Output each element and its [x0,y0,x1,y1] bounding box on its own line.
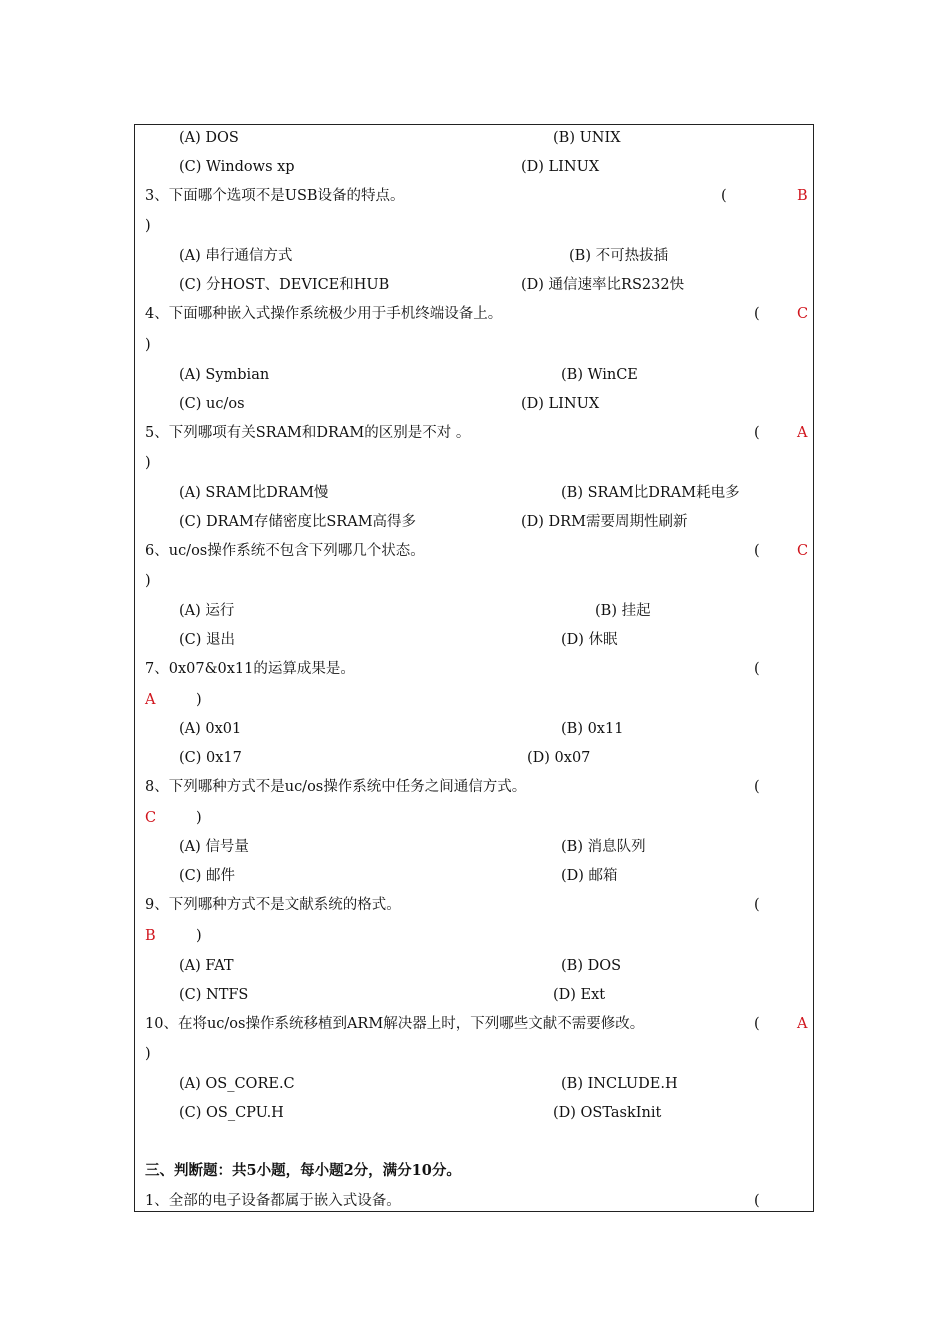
q2-option-c: (C) Windows xp [179,159,295,175]
q7-paren-open: ( [754,661,760,677]
q7-option-a: (A) 0x01 [179,721,242,737]
q9-option-b: (B) DOS [561,958,622,974]
q6-answer: C [797,543,809,559]
q8-option-b: (B) 消息队列 [561,839,646,855]
q10-option-a: (A) OS_CORE.C [179,1076,295,1092]
q2-option-b: (B) UNIX [553,130,621,146]
q5-option-c: (C) DRAM存储密度比SRAM高得多 [179,514,417,530]
q3-option-a: (A) 串行通信方式 [179,248,293,264]
q9-paren-open: ( [754,897,760,913]
q3-stem: 3、下面哪个选项不是USB设备的特点。 [145,188,405,204]
q10-option-d: (D) OSTaskInit [553,1105,662,1121]
q4-option-b: (B) WinCE [561,367,638,383]
q6-option-d: (D) 休眠 [561,632,618,648]
q6-stem: 6、uc/os操作系统不包含下列哪几个状态。 [145,543,425,559]
q3-paren-close: ) [145,218,151,234]
q2-option-a: (A) DOS [179,130,239,146]
q5-option-b: (B) SRAM比DRAM耗电多 [561,485,740,501]
q8-option-d: (D) 邮箱 [561,868,618,884]
q9-option-c: (C) NTFS [179,987,249,1003]
q7-option-c: (C) 0x17 [179,750,242,766]
q6-option-a: (A) 运行 [179,603,235,619]
q10-paren-open: ( [754,1016,760,1032]
q5-answer: A [797,425,808,441]
q8-paren-open: ( [754,779,760,795]
q10-stem: 10、在将uc/os操作系统移植到ARM解决器上时，下列哪些文献不需要修改。 [145,1016,645,1032]
q6-paren-open: ( [754,543,760,559]
q5-option-a: (A) SRAM比DRAM慢 [179,485,329,501]
q9-paren-close: ) [196,928,202,944]
q10-option-c: (C) OS_CPU.H [179,1105,284,1121]
q7-option-b: (B) 0x11 [561,721,624,737]
q5-stem: 5、下列哪项有关SRAM和DRAM的区别是不对 。 [145,425,471,441]
q8-option-c: (C) 邮件 [179,868,236,884]
q6-option-c: (C) 退出 [179,632,236,648]
q4-answer: C [797,306,809,322]
q4-stem: 4、下面哪种嵌入式操作系统极少用于手机终端设备上。 [145,306,503,322]
q6-paren-close: ) [145,573,151,589]
q5-paren-close: ) [145,455,151,471]
q9-stem: 9、下列哪种方式不是文献系统的格式。 [145,897,401,913]
section3-heading: 三、判断题：共5小题，每小题2分，满分10分。 [145,1162,461,1179]
q3-paren-open: ( [721,188,727,204]
q5-option-d: (D) DRM需要周期性刷新 [521,514,688,530]
s3-q1-stem: 1、全部的电子设备都属于嵌入式设备。 [145,1193,401,1209]
q3-option-d: (D) 通信速率比RS232快 [521,277,685,293]
q8-option-a: (A) 信号量 [179,839,249,855]
q4-option-d: (D) LINUX [521,396,600,412]
q8-answer: C [145,810,157,826]
q4-option-a: (A) Symbian [179,367,270,383]
q7-stem: 7、0x07&0x11的运算成果是。 [145,661,355,677]
q8-paren-close: ) [196,810,202,826]
q10-answer: A [797,1016,808,1032]
q4-option-c: (C) uc/os [179,396,245,412]
q9-answer: B [145,928,156,944]
q3-option-b: (B) 不可热拔插 [569,248,669,264]
q7-paren-close: ) [196,692,202,708]
q3-option-c: (C) 分HOST、DEVICE和HUB [179,277,390,293]
s3-q1-paren-open: ( [754,1193,760,1209]
q8-stem: 8、下列哪种方式不是uc/os操作系统中任务之间通信方式。 [145,779,527,795]
q2-option-d: (D) LINUX [521,159,600,175]
q4-paren-open: ( [754,306,760,322]
q5-paren-open: ( [754,425,760,441]
q3-answer: B [797,188,808,204]
q7-option-d: (D) 0x07 [527,750,591,766]
q10-option-b: (B) INCLUDE.H [561,1076,678,1092]
q7-answer: A [145,692,156,708]
q4-paren-close: ) [145,337,151,353]
q10-paren-close: ) [145,1046,151,1062]
q9-option-a: (A) FAT [179,958,234,974]
q9-option-d: (D) Ext [553,987,606,1003]
q6-option-b: (B) 挂起 [595,603,651,619]
